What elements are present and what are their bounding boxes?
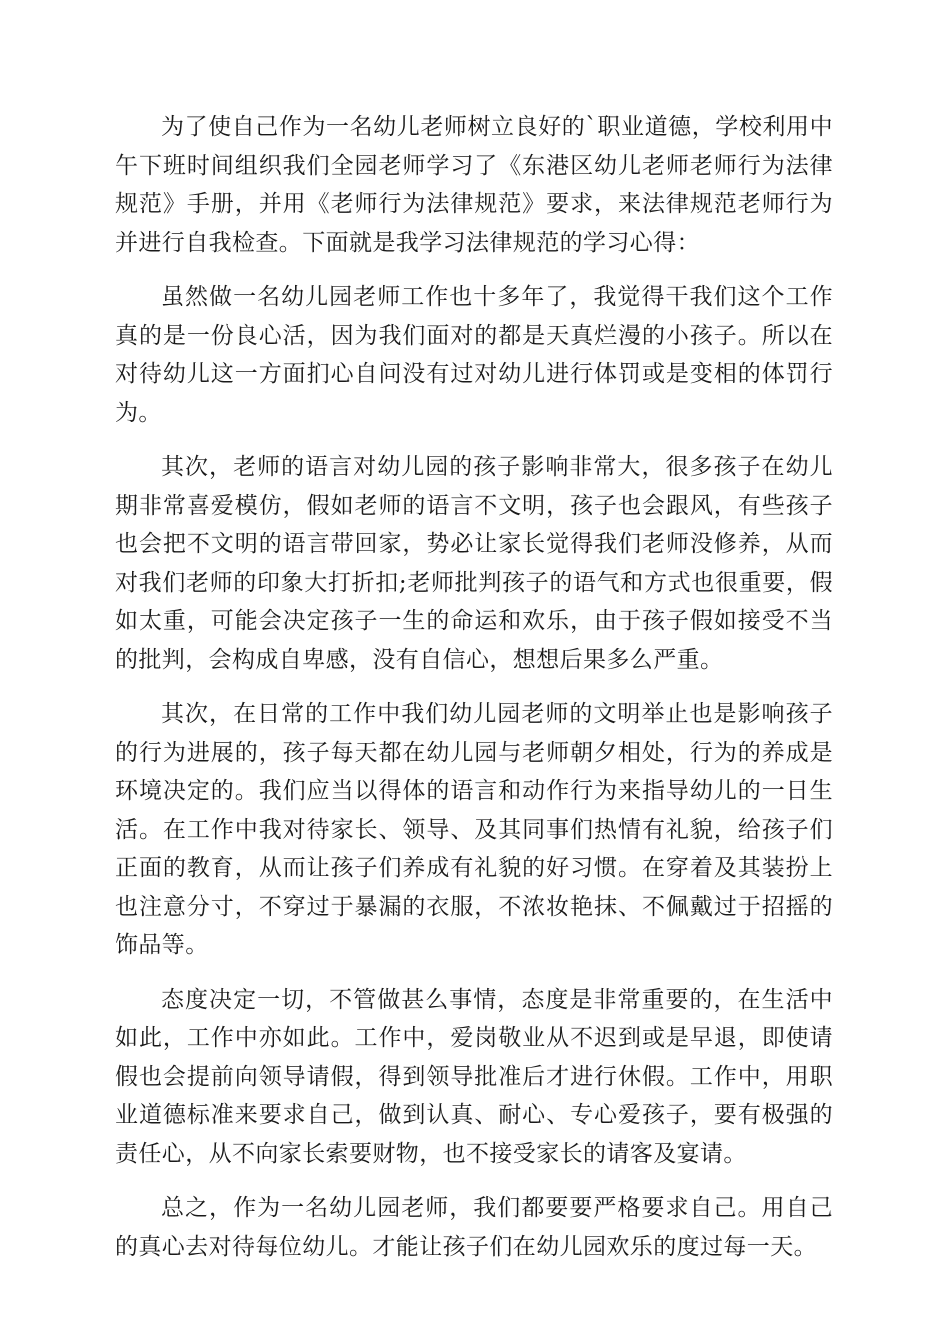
paragraph-attitude: 态度决定一切，不管做甚么事情，态度是非常重要的，在生活中如此，工作中亦如此。工作中，爱岗敬业从不迟到或是早退，即使请假也会提前向领导请假，得到领导批准后才进行休假。工作中，用职业道德标准来要求自己，做到认真、耐心、专心爱孩子，要有极强的责任心，从不向家长索要财物，也不接受家长的请客及宴请。 bbox=[115, 986, 833, 1167]
paragraph-conscience: 虽然做一名幼儿园老师工作也十多年了，我觉得干我们这个工作真的是一份良心活，因为我们面对的都是天真烂漫的小孩子。所以在对待幼儿这一方面扪心自问没有过对幼儿进行体罚或是变相的体罚行为。 bbox=[115, 284, 833, 426]
document-body bbox=[115, 108, 833, 1282]
paragraph-language: 其次，老师的语言对幼儿园的孩子影响非常大，很多孩子在幼儿期非常喜爱模仿，假如老师的语言不文明，孩子也会跟风，有些孩子也会把不文明的语言带回家，势必让家长觉得我们老师没修养，从而对我们老师的印象大打折扣;老师批判孩子的语气和方式也很重要，假如太重，可能会决定孩子一生的命运和欢乐，由于孩子假如接受不当的批判，会构成自卑感，没有自信心，想想后果多么严重。 bbox=[115, 454, 833, 673]
paragraph-conclusion: 总之，作为一名幼儿园老师，我们都要要严格要求自己。用自己的真心去对待每位幼儿。才能让孩子们在幼儿园欢乐的度过每一天。 bbox=[115, 1195, 833, 1260]
paragraph-intro: 为了使自己作为一名幼儿老师树立良好的`职业道德，学校利用中午下班时间组织我们全园老师学习了《东港区幼儿老师老师行为法律规范》手册，并用《老师行为法律规范》要求，来法律规范老师行为并进行自我检查。下面就是我学习法律规范的学习心得： bbox=[115, 114, 833, 256]
paragraph-conduct: 其次，在日常的工作中我们幼儿园老师的文明举止也是影响孩子的行为进展的，孩子每天都在幼儿园与老师朝夕相处，行为的养成是环境决定的。我们应当以得体的语言和动作行为来指导幼儿的一日生活。在工作中我对待家长、领导、及其同事们热情有礼貌，给孩子们正面的教育，从而让孩子们养成有礼貌的好习惯。在穿着及其装扮上也注意分寸，不穿过于暴漏的衣服，不浓妆艳抹、不佩戴过于招摇的饰品等。 bbox=[115, 701, 833, 958]
